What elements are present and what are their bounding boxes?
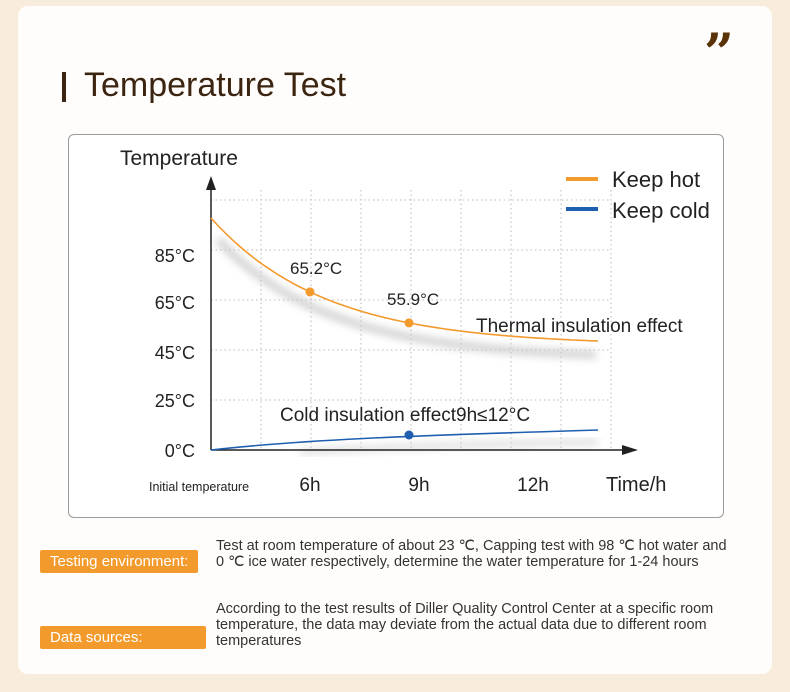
y-axis-arrow-icon [206, 176, 216, 190]
x-tick-label: 9h [408, 475, 430, 496]
legend-label-keep-hot: Keep hot [612, 167, 701, 192]
y-tick-label: 65°C [154, 293, 195, 313]
testing-environment-text: Test at room temperature of about 23 ℃, Capping test with 98 ℃ hot water and 0 ℃ ice water respectively, determine the water temperature for 1-24 hours [216, 538, 727, 570]
x-axis-arrow-icon [622, 445, 638, 455]
page-title: Temperature Test [84, 66, 347, 104]
annotation-hot: Thermal insulation effect [476, 316, 683, 337]
y-tick-label: 45°C [154, 343, 195, 363]
annotation-cold: Cold insulation effect9h≤12°C [280, 405, 531, 426]
y-axis-label: Temperature [120, 147, 238, 170]
x-tick-label: Initial temperature [148, 480, 250, 494]
x-tick-label: 6h [299, 475, 321, 496]
data-sources-label: Data sources: [40, 626, 206, 649]
testing-environment-label: Testing environment: [40, 550, 198, 573]
y-tick-label: 85°C [154, 246, 195, 266]
data-point [306, 287, 315, 296]
data-sources-text: According to the test results of Diller Quality Control Center at a specific room temperature, the data may deviate from the actual data due to different room temperatures [216, 601, 714, 649]
x-axis-label: Time/h [606, 474, 667, 496]
x-tick-label: 12h [517, 475, 549, 496]
legend-label-keep-cold: Keep cold [612, 198, 710, 223]
data-label: 55.9°C [387, 289, 440, 309]
data-point [405, 318, 414, 327]
y-tick-label: 25°C [154, 391, 195, 411]
data-label: 65.2°C [290, 258, 343, 278]
data-point [405, 431, 414, 440]
y-tick-label: 0°C [164, 441, 195, 461]
quote-mark-icon: ” [704, 23, 734, 84]
